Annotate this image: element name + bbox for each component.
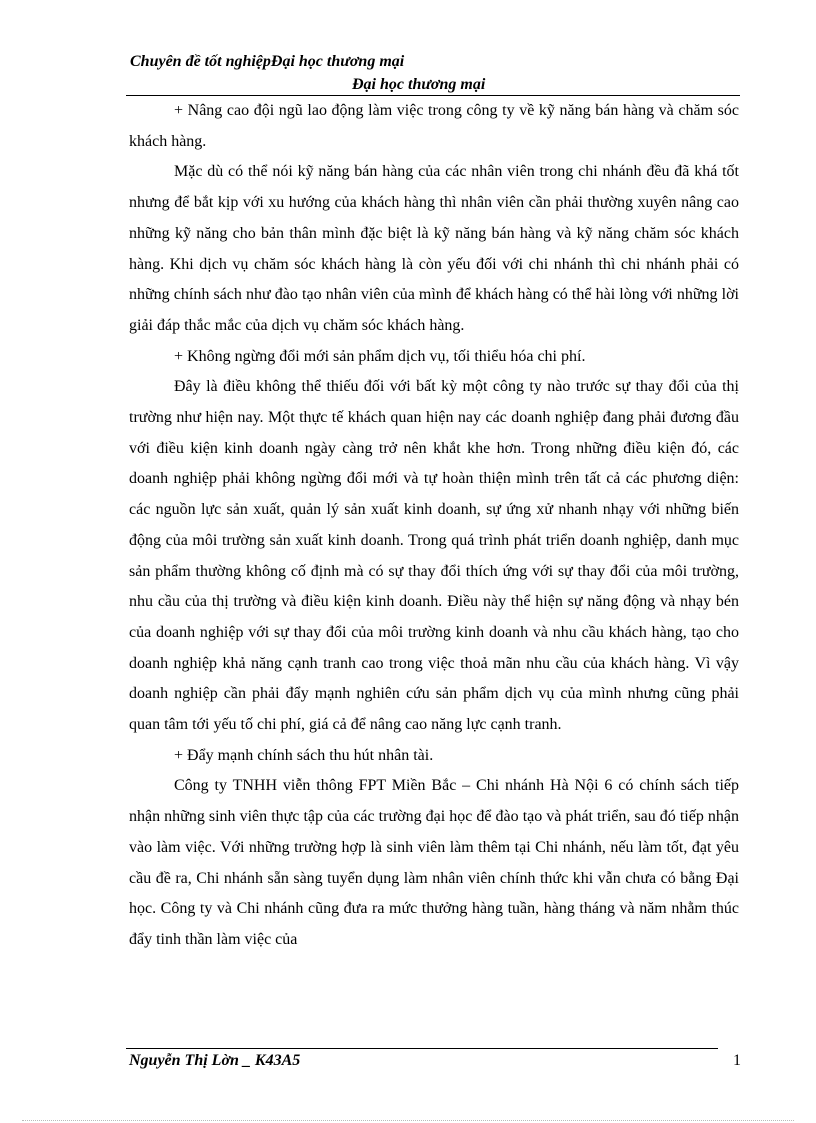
paragraph: Đây là điều không thể thiếu đối với bất kỳ một công ty nào trước sự thay đổi của thị trường như hiện nay. Một thực tế khách quan hiện nay các doanh nghiệp đang phải đương đầu với điều kiện kinh doanh ngày càng trở nên khắt khe hơn. Trong những điều kiện đó, các doanh nghiệp phải không ngừng đổi mới và tự hoàn thiện mình trên tất cả các phương diện: các nguồn lực sản xuất, quản lý sản xuất kinh doanh, sự ứng xử nhanh nhạy với những biến động của môi trường sản xuất kinh doanh. Trong quá trình phát triển doanh nghiệp, danh mục sản phẩm thường không cố định mà có sự thay đổi thích ứng với sự thay đổi của môi trường, nhu cầu của thị trường và điều kiện kinh doanh. Điều này thể hiện sự năng động và nhạy bén của doanh nghiệp với sự thay đổi của môi trường kinh doanh và nhu cầu khách hàng, tạo cho doanh nghiệp khả năng cạnh tranh cao trong việc thoả mãn nhu cầu của khách hàng. Vì vậy doanh nghiệp cần phải đẩy mạnh nghiên cứu sản phẩm dịch vụ của mình nhưng cũng phải quan tâm tới yếu tố chi phí, giá cả để nâng cao năng lực cạnh tranh. bbox=[129, 378, 739, 734]
paragraph: Công ty TNHH viễn thông FPT Miền Bắc – Chi nhánh Hà Nội 6 có chính sách tiếp nhận những sinh viên thực tập của các trường đại học để đào tạo và phát triển, sau đó tiếp nhận vào làm việc. Với những trường hợp là sinh viên làm thêm tại Chi nhánh, nếu làm tốt, đạt yêu cầu đề ra, Chi nhánh sẵn sàng tuyển dụng làm nhân viên chính thức khi vẫn chưa có bằng Đại học. Công ty và Chi nhánh cũng đưa ra mức thưởng hàng tuần, hàng tháng và năm nhằm thúc đẩy tinh thần làm việc của bbox=[129, 777, 739, 948]
document-body bbox=[129, 96, 739, 956]
page-edge-divider bbox=[22, 1120, 794, 1121]
header-subtitle: Đại học thương mại bbox=[352, 76, 486, 93]
footer-author: Nguyễn Thị Lờn _ K43A5 bbox=[129, 1052, 301, 1069]
page-number: 1 bbox=[733, 1052, 741, 1069]
paragraph: Mặc dù có thể nói kỹ năng bán hàng của các nhân viên trong chi nhánh đều đã khá tốt nhưng để bắt kịp với xu hướng của khách hàng thì nhân viên cần phải thường xuyên nâng cao những kỹ năng cho bản thân mình đặc biệt là kỹ năng bán hàng và kỹ năng chăm sóc khách hàng. Khi dịch vụ chăm sóc khách hàng là còn yếu đối với chi nhánh thì chi nhánh phải có những chính sách như đào tạo nhân viên của mình để khách hàng có thể hài lòng với những lời giải đáp thắc mắc của dịch vụ chăm sóc khách hàng. bbox=[129, 163, 739, 334]
header-title: Chuyên đề tốt nghiệpĐại học thương mại bbox=[130, 53, 405, 70]
paragraph: + Nâng cao đội ngũ lao động làm việc trong công ty về kỹ năng bán hàng và chăm sóc khách hàng. bbox=[129, 102, 739, 150]
footer-divider bbox=[126, 1048, 718, 1049]
paragraph: + Đẩy mạnh chính sách thu hút nhân tài. bbox=[174, 746, 434, 764]
paragraph: + Không ngừng đổi mới sản phẩm dịch vụ, tối thiểu hóa chi phí. bbox=[174, 347, 586, 365]
